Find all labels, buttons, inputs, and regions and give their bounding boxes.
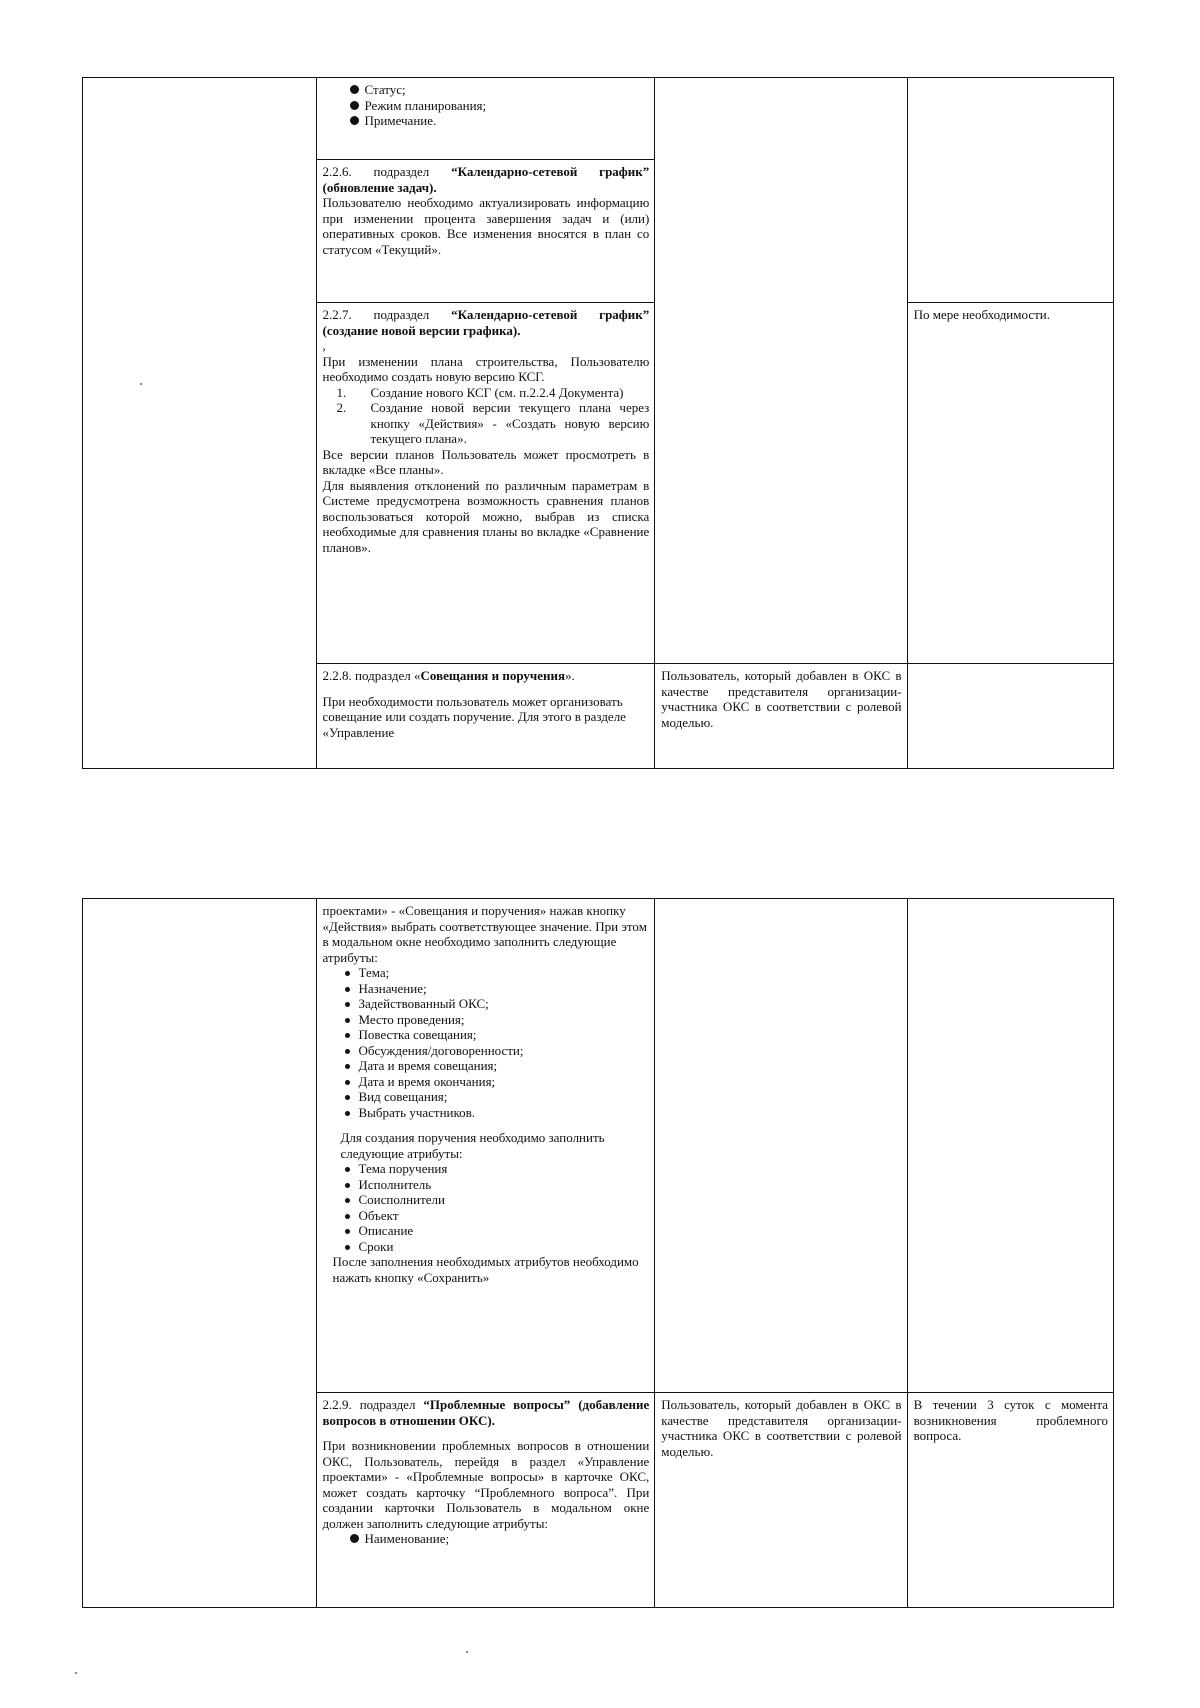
list-item: Выбрать участников.: [323, 1105, 650, 1121]
section-body: Пользователю необходимо актуализировать информацию при изменении процента завершения задач и (или) оперативных сроков. Все изменения вносятся в план со статусом «Текущий».: [322, 195, 650, 257]
table-page-1: [82, 77, 1114, 769]
empty-cell: [907, 664, 1113, 769]
scan-speck: [466, 1651, 468, 1653]
deadline-text: В течении 3 суток с момента возникновения проблемного вопроса.: [913, 1397, 1108, 1443]
section-2-2-9-cell: [316, 1393, 655, 1608]
list-item: Вид совещания;: [323, 1089, 650, 1105]
heading-prefix: 2.2.7. подраздел: [322, 307, 452, 322]
section-body: При необходимости пользователь может организовать совещание или создать поручение. Для этого в разделе «Управление: [322, 693, 626, 740]
list-item: [323, 385, 650, 401]
heading-bold: “Календарно-сетевой график” (создание новой версии графика).: [322, 307, 650, 338]
section-body: При возникновении проблемных вопросов в отношении ОКС, Пользователь, перейдя в раздел «Управление проектами» - «Проблемные вопросы» в карточке ОКС, может создать карточку “Проблемного вопроса”. При создании карточки Пользователь в модальном окне должен заполнить следующие атрибуты:: [322, 1438, 650, 1531]
list-item: Примечание.: [323, 113, 650, 129]
list-item: [323, 400, 650, 447]
item-number: 1.: [336, 384, 347, 400]
empty-cell: [655, 78, 907, 664]
empty-cell: [83, 78, 317, 769]
heading-prefix: 2.2.9. подраздел: [322, 1397, 424, 1412]
section-heading: [323, 164, 650, 195]
section-intro: проектами» - «Совещания и поручения» нажав кнопку «Действия» выбрать соответствующее значение. При этом в модальном окне необходимо заполнить следующие атрибуты:: [322, 903, 647, 965]
item-number: 2.: [336, 400, 347, 415]
user-role-cell: [655, 1393, 907, 1608]
list-item: Объект: [323, 1208, 650, 1224]
order-attribute-list: [323, 1161, 650, 1254]
empty-cell: [655, 899, 907, 1393]
heading-prefix: 2.2.8. подраздел «: [322, 668, 421, 683]
heading-bold: “Календарно-сетевой график” (обновление задач).: [322, 164, 650, 195]
attribute-list: [323, 82, 650, 129]
empty-cell: [907, 899, 1113, 1393]
user-role-text: Пользователь, который добавлен в ОКС в качестве представителя организации-участника ОКС в соответствии с ролевой моделью.: [661, 668, 902, 730]
numbered-list: [323, 385, 650, 447]
frequency-cell: [907, 303, 1113, 664]
list-item: Соисполнители: [323, 1192, 650, 1208]
list-item: Повестка совещания;: [323, 1027, 650, 1043]
list-item: Тема поручения: [323, 1161, 650, 1177]
list-item: Сроки: [323, 1239, 650, 1255]
list-item: Режим планирования;: [323, 98, 650, 114]
section-heading: [323, 1397, 650, 1428]
section-2-2-6-cell: [316, 160, 655, 303]
item-text: Создание нового КСГ (см. п.2.2.4 Документа): [370, 384, 624, 400]
item-text: Создание новой версии текущего плана через кнопку «Действия» - «Создать новую версию текущего плана».: [370, 400, 650, 446]
meetings-cell: [316, 899, 655, 1393]
empty-cell: [83, 899, 317, 1608]
list-item: Наименование;: [323, 1531, 650, 1547]
heading-prefix: 2.2.6. подраздел: [322, 164, 452, 179]
heading-suffix: ».: [565, 668, 575, 683]
section-intro: При изменении плана строительства, Пользователю необходимо создать новую версию КСГ.: [322, 353, 650, 384]
section-paragraph: Для выявления отклонений по различным параметрам в Системе предусмотрена возможность сравнения планов воспользоваться которой можно, выбрав из списка необходимые для сравнения планы во вкладке «Сравнение планов».: [322, 477, 650, 555]
empty-cell: [907, 78, 1113, 303]
list-item: Исполнитель: [323, 1177, 650, 1193]
list-item: Дата и время совещания;: [323, 1058, 650, 1074]
section-paragraph: Все версии планов Пользователь может просмотреть в вкладке «Все планы».: [322, 446, 650, 477]
table-page-2: [82, 898, 1114, 1608]
list-item: Назначение;: [323, 981, 650, 997]
scan-speck: [75, 1672, 77, 1674]
list-item: Место проведения;: [323, 1012, 650, 1028]
user-role-text: Пользователь, который добавлен в ОКС в качестве представителя организации-участника ОКС в соответствии с ролевой моделью.: [661, 1397, 902, 1459]
list-item: Дата и время окончания;: [323, 1074, 650, 1090]
section-2-2-7-cell: [316, 303, 655, 664]
user-role-cell: [655, 664, 907, 769]
section-paragraph: Для создания поручения необходимо заполнить следующие атрибуты:: [340, 1130, 605, 1161]
meeting-attribute-list: [323, 965, 650, 1120]
list-item: Тема;: [323, 965, 650, 981]
list-item: Статус;: [323, 82, 650, 98]
list-item: Обсуждения/договоренности;: [323, 1043, 650, 1059]
list-item: Задействованный ОКС;: [323, 996, 650, 1012]
heading-bold: “Проблемные вопросы” (добавление вопросов в отношении ОКС).: [322, 1397, 650, 1428]
stray-mark: ,: [322, 338, 326, 353]
section-paragraph: После заполнения необходимых атрибутов необходимо нажать кнопку «Сохранить»: [332, 1254, 639, 1285]
attributes-cell: [316, 78, 655, 160]
frequency-text: По мере необходимости.: [913, 307, 1050, 322]
attribute-list: [323, 1531, 650, 1547]
heading-bold: Совещания и поручения: [420, 668, 565, 683]
section-heading: [323, 668, 650, 684]
scan-speck: [140, 383, 142, 385]
section-2-2-8-cell: [316, 664, 655, 769]
list-item: Описание: [323, 1223, 650, 1239]
deadline-cell: [907, 1393, 1113, 1608]
section-heading: [323, 307, 650, 338]
